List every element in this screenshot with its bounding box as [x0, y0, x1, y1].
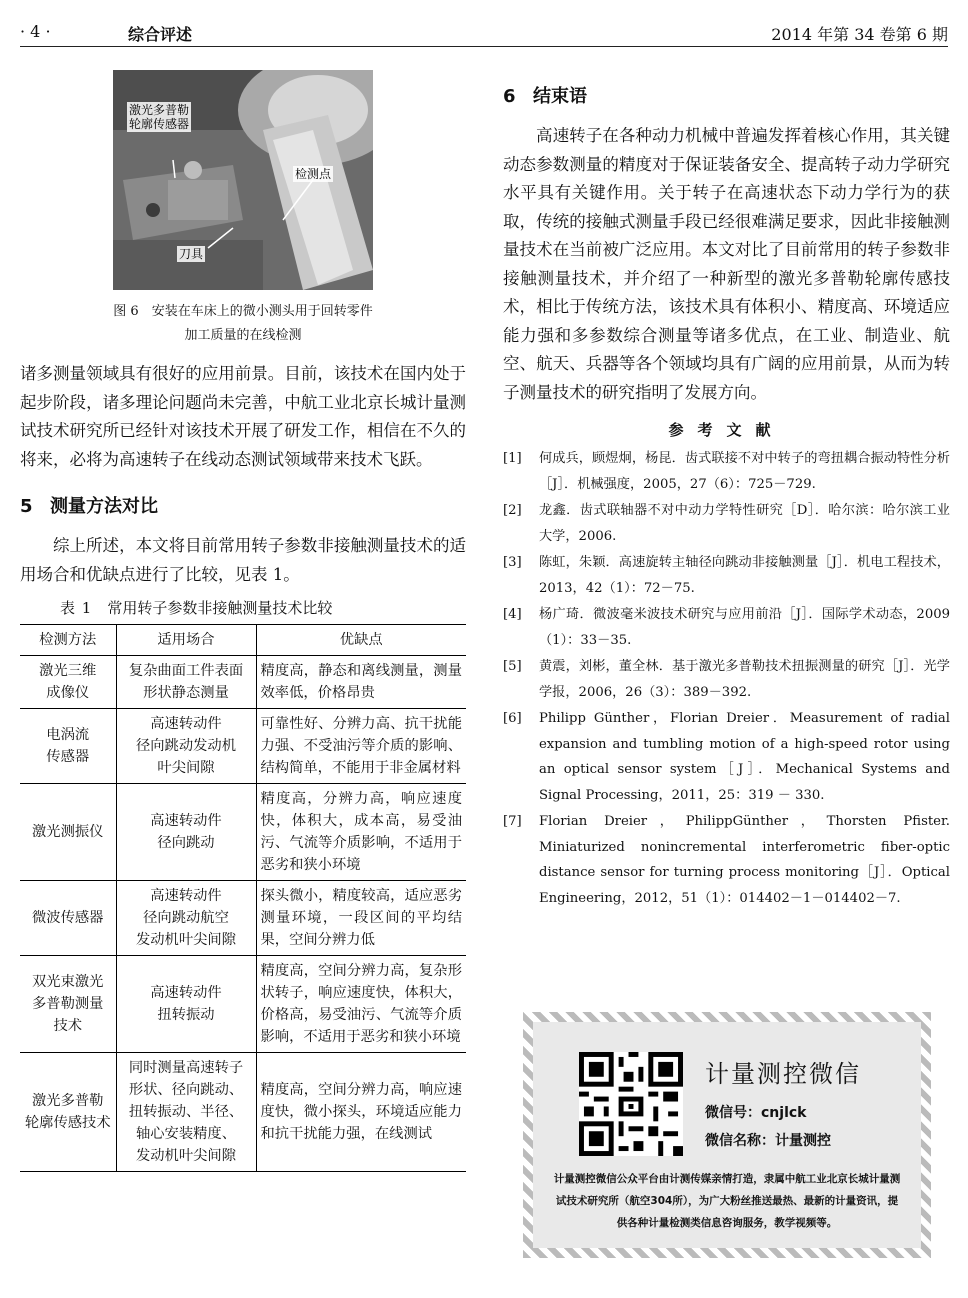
- reference-list: [503, 446, 950, 911]
- ad-wechat-name: 微信名称：计量测控: [705, 1133, 831, 1149]
- reference-item: [7] Florian Dreier，PhilippGünther，Thorsten Pfister. Miniaturized nonincremental interferometric fiber-optic distance sensor for turning process monitoring［J］．Optical Engineering，2012，51（1）：014402－1－014402－7.: [503, 814, 950, 906]
- figure-label-detection-point: 检测点: [295, 167, 332, 181]
- cell-use: 复杂曲面工件表面 形状静态测量: [116, 656, 256, 709]
- table-row: [20, 784, 466, 881]
- cell-method: 激光三维 成像仪: [20, 656, 116, 709]
- header-pros-cons: 优缺点: [256, 625, 466, 656]
- ad-wechat-id: 微信号：cnjlck: [705, 1105, 807, 1121]
- header-method: 检测方法: [20, 625, 116, 656]
- reference-item: [3] 陈虹，朱颖．高速旋转主轴径向跳动非接触测量［J］．机电工程技术，2013，42（1）：72－75.: [503, 555, 950, 596]
- cell-pros-cons: 精度高，静态和离线测量，测量效率低，价格昂贵: [256, 656, 466, 709]
- cell-use: 同时测量高速转子 形状、径向跳动、 扭转振动、半径、 轴心安装精度、 发动机叶尖间隙: [116, 1053, 256, 1172]
- header-use: 适用场合: [116, 625, 256, 656]
- figure-label-tool: 刀具: [179, 247, 204, 261]
- table-row: [20, 956, 466, 1053]
- page-header: [20, 18, 948, 46]
- section-5-paragraph: 综上所述，本文将目前常用转子参数非接触测量技术的适用场合和优缺点进行了比较，见表 1。: [20, 536, 466, 584]
- ad-description: 计量测控微信公众平台由计测传媒亲情打造，隶属中航工业北京长城计量测试技术研究所（航空304所），为广大粉丝推送最热、最新的计量资讯，提供各种计量检测类信息咨询服务，教学视频等。: [553, 1173, 901, 1229]
- cell-method: 微波传感器: [20, 881, 116, 956]
- reference-item: [4] 杨广琦．微波毫米波技术研究与应用前沿［J］．国际学术动态，2009（1）：33－35.: [503, 607, 950, 648]
- table-row: [20, 656, 466, 709]
- cell-use: 高速转动件 径向跳动航空 发动机叶尖间隙: [116, 881, 256, 956]
- comparison-table: [20, 624, 466, 1172]
- ad-title: 计量测控微信: [705, 1060, 861, 1088]
- cell-method: 双光束激光 多普勒测量 技术: [20, 956, 116, 1053]
- left-column: [20, 66, 466, 1172]
- reference-item: [5] 黄震，刘彬，董全林．基于激光多普勒技术扭振测量的研究［J］．光学学报，2006，26（3）：389－392.: [503, 659, 950, 700]
- reference-item: [6] Philipp Günther，Florian Dreier．Measurement of radial expansion and tumbling motion of a high-speed rotor using an optical sensor system［J］．Mechanical Systems and Signal Processing，2011，25：319 － 330.: [503, 711, 950, 803]
- table-row: [20, 1053, 466, 1172]
- section-name: 综合评述: [128, 25, 193, 44]
- section-5-heading: 5 测量方法对比: [20, 496, 158, 517]
- table-1-title: 表 1 常用转子参数非接触测量技术比较: [60, 599, 333, 617]
- cell-method: 激光测振仪: [20, 784, 116, 881]
- reference-item: [1] 何成兵，顾煜炯，杨昆．齿式联接不对中转子的弯扭耦合振动特性分析［J］．机械强度，2005，27（6）：725－729.: [503, 451, 950, 492]
- table-row: [20, 881, 466, 956]
- figure-6-caption: 图 6 安装在车床上的微小测头用于回转零件 加工质量的在线检测: [113, 304, 373, 343]
- cell-method: 激光多普勒 轮廓传感技术: [20, 1053, 116, 1172]
- paragraph-continuation: 诸多测量领域具有很好的应用前景。目前，该技术在国内处于起步阶段，诸多理论问题尚未完善，中航工业北京长城计量测试技术研究所已经针对该技术开展了研发工作，相信在不久的将来，必将为高速转子在线动态测试领域带来技术飞跃。: [20, 364, 466, 469]
- cell-use: 高速转动件 扭转振动: [116, 956, 256, 1053]
- cell-pros-cons: 可靠性好、分辨力高、抗干扰能力强、不受油污等介质的影响、结构简单，不能用于非金属材料: [256, 709, 466, 784]
- section-6-paragraph: 高速转子在各种动力机械中普遍发挥着核心作用，其关键动态参数测量的精度对于保证装备安全、提高转子动力学研究水平具有关键作用。关于转子在高速状态下动力学行为的获取，传统的接触式测量手段已经很难满足要求，因此非接触测量技术在当前被广泛应用。本文对比了目前常用的转子参数非接触测量技术，并介绍了一种新型的激光多普勒轮廓传感技术，相比于传统方法，该技术具有体积小、精度高、环境适应能力强和多参数综合测量等诸多优点，在工业、制造业、航空、航天、兵器等各个领域均具有广阔的应用前景，从而为转子测量技术的研究指明了发展方向。: [503, 126, 950, 402]
- cell-pros-cons: 精度高，分辨力高，响应速度快，体积大，成本高，易受油污、气流等介质影响，不适用于恶劣和狭小环境: [256, 784, 466, 881]
- page-number: · 4 ·: [20, 22, 51, 41]
- table-row: [20, 709, 466, 784]
- header-rule: [20, 46, 948, 47]
- cell-use: 高速转动件 径向跳动发动机 叶尖间隙: [116, 709, 256, 784]
- references-title: 参考文献: [668, 421, 785, 439]
- cell-use: 高速转动件 径向跳动: [116, 784, 256, 881]
- cell-pros-cons: 探头微小，精度较高，适应恶劣测量环境，一段区间的平均结果，空间分辨力低: [256, 881, 466, 956]
- cell-pros-cons: 精度高，空间分辨力高，复杂形状转子，响应速度快，体积大，价格高，易受油污、气流等介质影响，不适用于恶劣和狭小环境: [256, 956, 466, 1053]
- reference-item: [2] 龙鑫．齿式联轴器不对中动力学特性研究［D］．哈尔滨：哈尔滨工业大学，2006.: [503, 503, 950, 544]
- right-column: [503, 70, 950, 912]
- wechat-ad-box: [523, 1012, 931, 1258]
- section-6-heading: 6 结束语: [503, 86, 587, 107]
- figure-label-sensor: 激光多普勒 轮廓传感器: [129, 103, 190, 131]
- figure-6-photo: [113, 70, 373, 290]
- table-header-row: [20, 625, 466, 656]
- issue-info: 2014 年第 34 卷第 6 期: [771, 25, 948, 44]
- cell-pros-cons: 精度高，空间分辨力高，响应速度快，微小探头，环境适应能力和抗干扰能力强，在线测试: [256, 1053, 466, 1172]
- cell-method: 电涡流 传感器: [20, 709, 116, 784]
- qr-code-icon[interactable]: [579, 1052, 683, 1156]
